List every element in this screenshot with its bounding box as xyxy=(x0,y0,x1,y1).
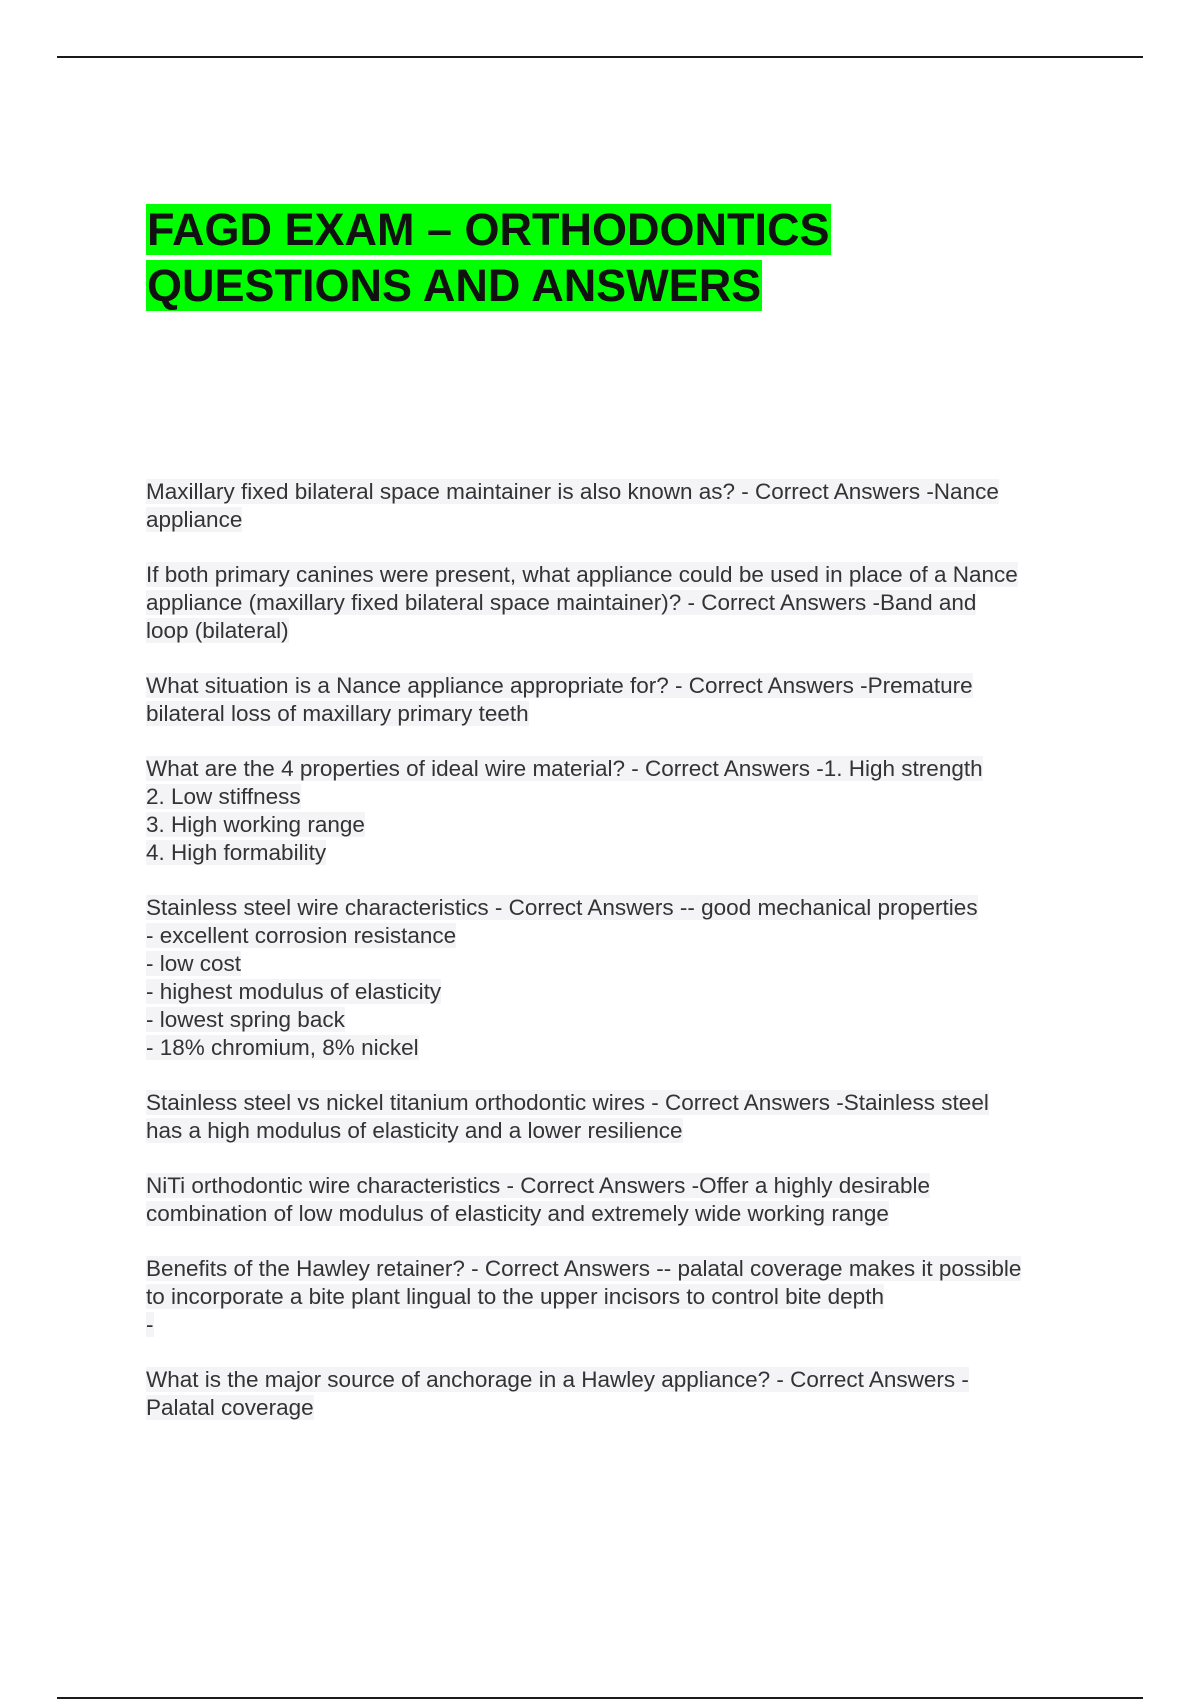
bottom-rule xyxy=(57,1697,1143,1699)
page-title xyxy=(146,202,831,314)
top-rule xyxy=(57,56,1143,58)
qa-item xyxy=(146,478,1096,534)
qa-text: Stainless steel wire characteristics - Correct Answers -- good mechanical properties - excellent corrosion resistance - low cost - highest modulus of elasticity - lowest spring back - 18% chromium, 8% nickel xyxy=(146,895,978,1060)
qa-text: Benefits of the Hawley retainer? - Correct Answers -- palatal coverage makes it possible to incorporate a bite plant lingual to the upper incisors to control bite depth - xyxy=(146,1256,1022,1337)
qa-text: What is the major source of anchorage in a Hawley appliance? - Correct Answers - Palatal coverage xyxy=(146,1367,969,1420)
qa-text: NiTi orthodontic wire characteristics - Correct Answers -Offer a highly desirable combination of low modulus of elasticity and extremely wide working range xyxy=(146,1173,931,1226)
qa-list xyxy=(146,478,1096,1449)
title-line-2: QUESTIONS AND ANSWERS xyxy=(147,260,762,311)
qa-item xyxy=(146,1255,1096,1339)
qa-item xyxy=(146,755,1096,867)
qa-text: Stainless steel vs nickel titanium orthodontic wires - Correct Answers -Stainless steel has a high modulus of elasticity and a lower resilience xyxy=(146,1090,989,1143)
qa-text: What are the 4 properties of ideal wire material? - Correct Answers -1. High strength 2. Low stiffness 3. High working range 4. High formability xyxy=(146,756,983,865)
qa-text: What situation is a Nance appliance appropriate for? - Correct Answers -Premature bilateral loss of maxillary primary teeth xyxy=(146,673,973,726)
qa-item xyxy=(146,1089,1096,1145)
qa-item xyxy=(146,672,1096,728)
qa-item xyxy=(146,894,1096,1062)
qa-item xyxy=(146,1172,1096,1228)
qa-text: If both primary canines were present, what appliance could be used in place of a Nance appliance (maxillary fixed bilateral space maintainer)? - Correct Answers -Band and loop (bilateral) xyxy=(146,562,1018,643)
qa-item xyxy=(146,561,1096,645)
qa-text: Maxillary fixed bilateral space maintainer is also known as? - Correct Answers -Nance appliance xyxy=(146,479,999,532)
title-line-1: FAGD EXAM – ORTHODONTICS xyxy=(147,204,830,255)
qa-item xyxy=(146,1366,1096,1422)
